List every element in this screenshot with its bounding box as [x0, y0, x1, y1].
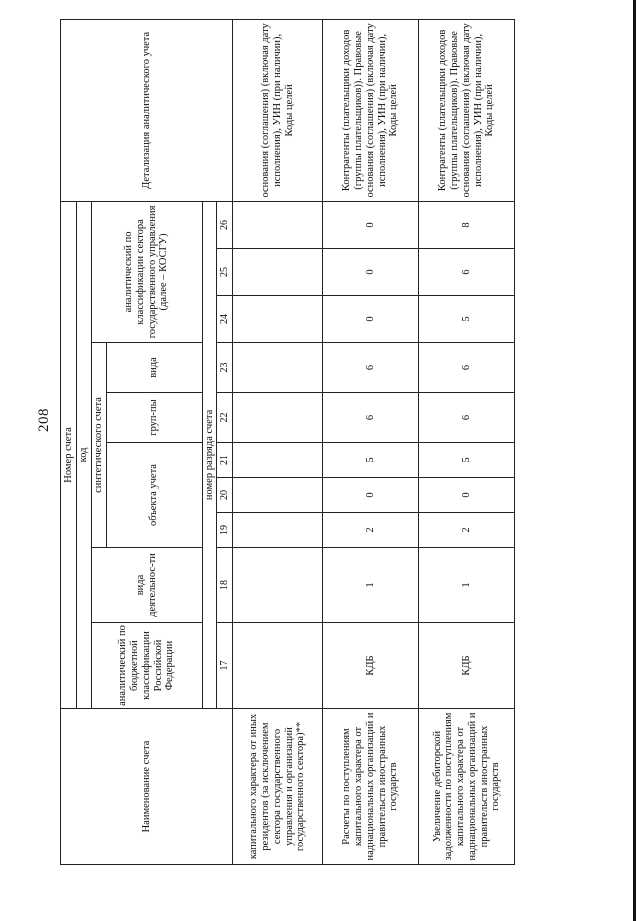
col-number: 20 — [217, 478, 233, 513]
row-detail: Контрагенты (плательщики доходов (группы плательщиков)). Правовые основания (соглашения) (включая дату исполнения), УИН (при наличии), Коды целей — [323, 19, 419, 201]
header-account-name: Наименование счета — [61, 709, 233, 865]
table-cell: 6 — [323, 393, 419, 443]
table-cell — [233, 478, 323, 513]
account-table — [60, 19, 515, 865]
header-digit-row: номер разряда счета — [202, 201, 217, 708]
header-synthetic: синтетического счета — [91, 343, 106, 548]
col-number: 24 — [217, 296, 233, 343]
table-cell — [233, 343, 323, 393]
table-cell — [233, 296, 323, 343]
page-number: 208 — [36, 408, 52, 432]
page-edge-line — [633, 0, 636, 921]
row-detail: Контрагенты (плательщики доходов (группы плательщиков)). Правовые основания (соглашения) (включая дату исполнения), УИН (при наличии), Коды целей — [419, 19, 515, 201]
table-cell: 2 — [419, 513, 515, 548]
row-name: Расчеты по поступлениям капитального характера от наднациональных организаций и правительств иностранных государств — [323, 709, 419, 865]
table-cell: 0 — [419, 478, 515, 513]
table-cell: 0 — [323, 201, 419, 248]
header-account-number: Номер счета — [61, 201, 77, 708]
table-row — [323, 19, 419, 864]
header-activity-type: вида деятельнос-ти — [91, 548, 202, 623]
col-number: 18 — [217, 548, 233, 623]
table-cell: 8 — [419, 201, 515, 248]
table-cell: 5 — [419, 443, 515, 478]
table-cell — [233, 201, 323, 248]
header-object: объекта учета — [106, 443, 202, 548]
table-cell: 5 — [419, 296, 515, 343]
col-number: 26 — [217, 201, 233, 248]
row-detail: основания (соглашения) (включая дату исполнения), УИН (при наличии), Коды целей — [233, 19, 323, 201]
table-cell: 5 — [323, 443, 419, 478]
header-analytic-kosgu: аналитический по классификации сектора государственного управления (далее – КОСГУ) — [91, 201, 202, 342]
table-cell — [233, 623, 323, 709]
header-kod: код — [77, 201, 92, 708]
table-cell: 0 — [323, 249, 419, 296]
table-cell: 6 — [323, 343, 419, 393]
table-cell: 0 — [323, 478, 419, 513]
table-cell — [233, 513, 323, 548]
row-name: Увеличение дебиторской задолженности по поступлениям капитального характера от наднациональных организаций и правительств иностранных государств — [419, 709, 515, 865]
table-cell — [233, 548, 323, 623]
table-cell: 2 — [323, 513, 419, 548]
row-name: капитального характера от иных резидентов (за исключением сектора государственного управления и организаций государственного сектора)** — [233, 709, 323, 865]
table-cell — [233, 393, 323, 443]
header-budget-class: аналитический по бюджетной классификации Российской Федерации — [91, 623, 202, 709]
col-number: 23 — [217, 343, 233, 393]
header-group: груп-пы — [106, 393, 202, 443]
table-cell — [233, 249, 323, 296]
table-cell: 6 — [419, 343, 515, 393]
table-cell: 0 — [323, 296, 419, 343]
col-number: 25 — [217, 249, 233, 296]
table-cell: 1 — [419, 548, 515, 623]
table-row — [419, 19, 515, 864]
col-number: 21 — [217, 443, 233, 478]
header-detail: Детализация аналитического учета — [61, 19, 233, 201]
table-cell: КДБ — [323, 623, 419, 709]
header-vid: вида — [106, 343, 202, 393]
table-row — [233, 19, 323, 864]
col-number: 22 — [217, 393, 233, 443]
table-cell: 6 — [419, 249, 515, 296]
table-cell — [233, 443, 323, 478]
table-cell: 1 — [323, 548, 419, 623]
col-number: 19 — [217, 513, 233, 548]
rotated-table-wrapper — [60, 20, 512, 865]
table-cell: КДБ — [419, 623, 515, 709]
col-number: 17 — [217, 623, 233, 709]
table-cell: 6 — [419, 393, 515, 443]
